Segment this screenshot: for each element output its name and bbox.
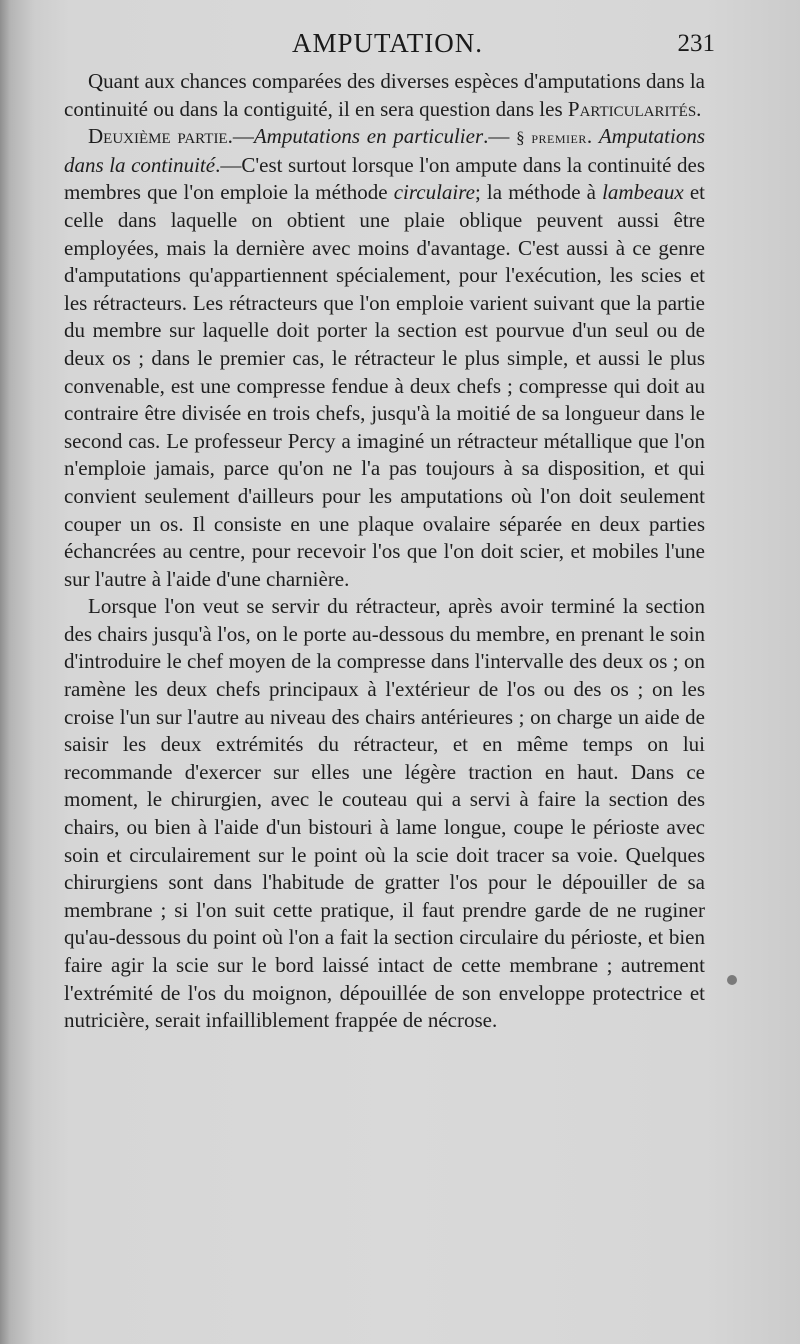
term-circulaire: circulaire	[393, 180, 475, 205]
running-title: AMPUTATION.	[291, 28, 484, 58]
ink-spot	[727, 975, 737, 985]
paragraph-2	[64, 123, 705, 593]
section-title: Amputations dans la continuité	[64, 124, 706, 177]
paragraph-1	[64, 68, 705, 123]
separator: .—	[483, 124, 517, 149]
separator: .	[586, 124, 599, 149]
part-label: Deuxième partie	[88, 124, 228, 149]
particularites-term: Particularités	[567, 96, 697, 121]
paragraph-2-text-a: .—C'est surtout lorsque l'on ampute dans la continuité des membres que l'on emploie la méthode	[64, 152, 705, 205]
paragraph-1-end: .	[696, 96, 702, 121]
paragraph-3-text: Lorsque l'on veut se servir du rétracteur, après avoir terminé la section des chairs jusqu'à l'os, on le porte au-dessous du membre, en prenant le soin d'introduire le chef moyen de la compresse dans l'intervalle des deux os ; on ramène les deux chefs principaux à l'extérieur de l'os ou des os ; on les croise l'un sur l'autre au niveau des chairs antérieures ; on charge un aide de saisir les deux extrémités du rétracteur, et en même temps on lui recommande d'exercer sur elles une légère traction en haut. Dans ce moment, le chirurgien, avec le couteau qui a servi à faire la section des chairs, ou bien à l'aide d'un bistouri à lame longue, coupe le périoste avec soin et circulairement sur le point où la scie doit tracer sa voie. Quelques chirurgiens sont dans l'habitude de gratter l'os pour le dépouiller de sa membrane ; si l'on suit cette pratique, il faut prendre garde de ne ruginer qu'au-dessous du point où l'on a fait la section circulaire du périoste, et bien faire agir la scie sur le bord laissé intact de cette membrane ; autrement l'extrémité de l'os du moignon, dépouillée de son enveloppe protectrice et nutricière, serait infailliblement frappée de nécrose.	[64, 594, 705, 1033]
body-text	[64, 68, 705, 1035]
section-label: § premier	[516, 128, 587, 148]
paragraph-2-text-b: ; la méthode à	[474, 180, 603, 205]
paragraph-3	[64, 593, 705, 1035]
paragraph-1-text: Quant aux chances comparées des diverses espèces d'amputations dans la continuité ou dans la contiguité, il en sera question dans les	[64, 69, 705, 121]
paragraph-2-text-c: et celle dans laquelle on obtient une plaie oblique peuvent aussi être employées, mais la dernière avec moins d'avantage. C'est aussi à ce genre d'amputations qu'appartiennent spécialement, pour l'exécution, les scies et les rétracteurs. Les rétracteurs que l'on emploie varient suivant que la partie du membre sur laquelle doit porter la section est pourvue d'un seul ou de deux os ; dans le premier cas, le rétracteur le plus simple, et aussi le plus convenable, est une compresse fendue à deux chefs ; compresse qui doit au contraire être divisée en trois chefs, jusqu'à la moitié de sa longueur dans le second cas. Le professeur Percy a imaginé un rétracteur métallique que l'on n'emploie jamais, parce qu'on ne l'a pas toujours à sa disposition, et qui convient seulement d'ailleurs pour les amputations où l'on doit seulement couper un os. Il consiste en une plaque ovalaire séparée en deux parties échancrées au centre, pour recevoir l'os que l'on doit scier, et mobiles l'une sur l'autre à l'aide d'une charnière.	[64, 180, 706, 591]
separator: .—	[227, 124, 254, 149]
part-title: Amputations en particulier	[253, 124, 484, 149]
term-lambeaux: lambeaux	[602, 180, 684, 205]
page-header	[60, 28, 715, 68]
page-number: 231	[677, 30, 715, 57]
